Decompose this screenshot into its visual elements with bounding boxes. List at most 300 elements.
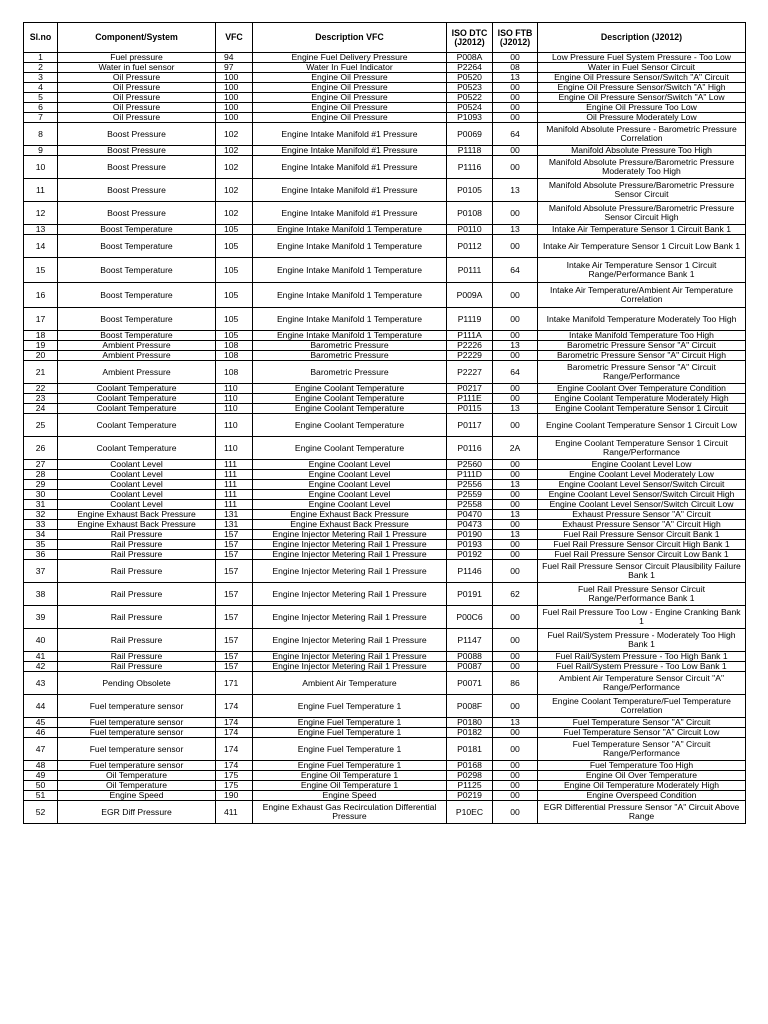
cell-description-j2012: Engine Coolant Level Sensor/Switch Circuit High: [538, 490, 746, 500]
cell-iso-dtc: P0191: [447, 583, 493, 606]
cell-slno: 28: [24, 470, 58, 480]
cell-vfc: 108: [216, 361, 253, 384]
cell-description-vfc: Engine Fuel Delivery Pressure: [253, 53, 447, 63]
table-row: [24, 103, 746, 113]
cell-description-j2012: Fuel Rail Pressure Sensor Circuit Low Bank 1: [538, 550, 746, 560]
cell-slno: 34: [24, 530, 58, 540]
cell-description-vfc: Engine Coolant Temperature: [253, 404, 447, 414]
cell-component: Oil Pressure: [58, 83, 216, 93]
cell-slno: 50: [24, 781, 58, 791]
cell-description-vfc: Engine Injector Metering Rail 1 Pressure: [253, 662, 447, 672]
cell-vfc: 411: [216, 801, 253, 824]
cell-component: Fuel temperature sensor: [58, 761, 216, 771]
cell-vfc: 157: [216, 606, 253, 629]
cell-description-j2012: Engine Coolant Temperature/Fuel Temperature Correlation: [538, 695, 746, 718]
cell-component: Fuel temperature sensor: [58, 695, 216, 718]
cell-iso-ftb: 64: [493, 123, 538, 146]
header-iso-ftb: ISO FTB (J2012): [493, 23, 538, 53]
cell-iso-dtc: P0523: [447, 83, 493, 93]
cell-component: Rail Pressure: [58, 662, 216, 672]
cell-slno: 37: [24, 560, 58, 583]
cell-iso-ftb: 00: [493, 520, 538, 530]
table-row: [24, 361, 746, 384]
cell-description-vfc: Engine Coolant Level: [253, 490, 447, 500]
cell-component: Boost Temperature: [58, 283, 216, 308]
cell-description-vfc: Engine Fuel Temperature 1: [253, 695, 447, 718]
table-row: [24, 384, 746, 394]
cell-slno: 31: [24, 500, 58, 510]
cell-slno: 35: [24, 540, 58, 550]
cell-slno: 15: [24, 258, 58, 283]
cell-vfc: 94: [216, 53, 253, 63]
table-row: [24, 761, 746, 771]
cell-description-j2012: Engine Coolant Temperature Sensor 1 Circuit Range/Performance: [538, 437, 746, 460]
cell-component: Engine Exhaust Back Pressure: [58, 520, 216, 530]
table-body: [24, 53, 746, 824]
cell-iso-dtc: P2558: [447, 500, 493, 510]
cell-description-vfc: Engine Oil Pressure: [253, 83, 447, 93]
table-row: [24, 500, 746, 510]
cell-slno: 18: [24, 331, 58, 341]
cell-description-vfc: Engine Injector Metering Rail 1 Pressure: [253, 540, 447, 550]
cell-iso-ftb: 00: [493, 156, 538, 179]
cell-vfc: 102: [216, 202, 253, 225]
cell-slno: 26: [24, 437, 58, 460]
cell-slno: 3: [24, 73, 58, 83]
table-row: [24, 540, 746, 550]
table-row: [24, 606, 746, 629]
cell-iso-dtc: P1147: [447, 629, 493, 652]
table-row: [24, 480, 746, 490]
cell-iso-ftb: 00: [493, 351, 538, 361]
cell-iso-ftb: 00: [493, 283, 538, 308]
cell-iso-ftb: 00: [493, 490, 538, 500]
table-row: [24, 652, 746, 662]
cell-vfc: 102: [216, 179, 253, 202]
cell-vfc: 110: [216, 404, 253, 414]
cell-iso-ftb: 00: [493, 606, 538, 629]
cell-slno: 25: [24, 414, 58, 437]
cell-component: Oil Pressure: [58, 93, 216, 103]
cell-description-vfc: Engine Intake Manifold 1 Temperature: [253, 235, 447, 258]
cell-component: Fuel temperature sensor: [58, 728, 216, 738]
cell-component: Boost Temperature: [58, 308, 216, 331]
cell-iso-dtc: P1119: [447, 308, 493, 331]
table-row: [24, 83, 746, 93]
cell-vfc: 97: [216, 63, 253, 73]
cell-vfc: 110: [216, 394, 253, 404]
cell-description-vfc: Engine Oil Temperature 1: [253, 771, 447, 781]
cell-iso-ftb: 00: [493, 771, 538, 781]
cell-slno: 39: [24, 606, 58, 629]
cell-component: Ambient Pressure: [58, 361, 216, 384]
cell-slno: 12: [24, 202, 58, 225]
table-row: [24, 771, 746, 781]
cell-description-vfc: Engine Injector Metering Rail 1 Pressure: [253, 629, 447, 652]
cell-description-j2012: Exhaust Pressure Sensor "A" Circuit: [538, 510, 746, 520]
cell-vfc: 157: [216, 629, 253, 652]
table-row: [24, 490, 746, 500]
cell-description-vfc: Engine Coolant Temperature: [253, 414, 447, 437]
table-row: [24, 510, 746, 520]
cell-vfc: 102: [216, 156, 253, 179]
cell-iso-ftb: 00: [493, 235, 538, 258]
cell-slno: 16: [24, 283, 58, 308]
cell-component: Rail Pressure: [58, 540, 216, 550]
cell-vfc: 174: [216, 718, 253, 728]
cell-iso-dtc: P008F: [447, 695, 493, 718]
table-row: [24, 550, 746, 560]
cell-iso-dtc: P0181: [447, 738, 493, 761]
cell-component: Rail Pressure: [58, 606, 216, 629]
cell-iso-ftb: 00: [493, 53, 538, 63]
cell-slno: 44: [24, 695, 58, 718]
cell-iso-dtc: P0180: [447, 718, 493, 728]
cell-iso-ftb: 64: [493, 361, 538, 384]
cell-vfc: 175: [216, 781, 253, 791]
cell-iso-ftb: 00: [493, 695, 538, 718]
cell-iso-ftb: 86: [493, 672, 538, 695]
cell-slno: 51: [24, 791, 58, 801]
cell-component: Rail Pressure: [58, 629, 216, 652]
cell-slno: 20: [24, 351, 58, 361]
cell-component: Oil Pressure: [58, 103, 216, 113]
table-row: [24, 520, 746, 530]
cell-iso-ftb: 13: [493, 480, 538, 490]
cell-vfc: 111: [216, 480, 253, 490]
cell-description-vfc: Engine Fuel Temperature 1: [253, 738, 447, 761]
cell-description-vfc: Engine Exhaust Back Pressure: [253, 510, 447, 520]
cell-vfc: 100: [216, 83, 253, 93]
cell-description-j2012: Manifold Absolute Pressure/Barometric Pressure Sensor Circuit: [538, 179, 746, 202]
cell-iso-dtc: P0193: [447, 540, 493, 550]
cell-component: Coolant Level: [58, 490, 216, 500]
cell-component: Coolant Temperature: [58, 394, 216, 404]
table-row: [24, 235, 746, 258]
table-row: [24, 331, 746, 341]
cell-description-j2012: Intake Manifold Temperature Too High: [538, 331, 746, 341]
cell-slno: 9: [24, 146, 58, 156]
table-row: [24, 308, 746, 331]
cell-iso-dtc: P2264: [447, 63, 493, 73]
cell-vfc: 110: [216, 414, 253, 437]
cell-vfc: 174: [216, 761, 253, 771]
cell-description-j2012: Fuel Rail Pressure Sensor Circuit Plausibility Failure Bank 1: [538, 560, 746, 583]
cell-description-j2012: Manifold Absolute Pressure Too High: [538, 146, 746, 156]
cell-iso-dtc: P0116: [447, 437, 493, 460]
table-row: [24, 470, 746, 480]
cell-description-vfc: Engine Oil Pressure: [253, 103, 447, 113]
cell-description-j2012: Engine Coolant Level Low: [538, 460, 746, 470]
cell-iso-dtc: P0219: [447, 791, 493, 801]
table-row: [24, 728, 746, 738]
cell-description-j2012: Engine Oil Temperature Moderately High: [538, 781, 746, 791]
cell-slno: 2: [24, 63, 58, 73]
table-row: [24, 662, 746, 672]
table-row: [24, 437, 746, 460]
cell-description-j2012: Manifold Absolute Pressure - Barometric Pressure Correlation: [538, 123, 746, 146]
cell-iso-dtc: P0182: [447, 728, 493, 738]
table-row: [24, 530, 746, 540]
cell-vfc: 131: [216, 510, 253, 520]
cell-description-vfc: Engine Fuel Temperature 1: [253, 718, 447, 728]
cell-component: EGR Diff Pressure: [58, 801, 216, 824]
cell-iso-ftb: 00: [493, 550, 538, 560]
cell-description-j2012: Fuel Rail Pressure Sensor Circuit Bank 1: [538, 530, 746, 540]
cell-vfc: 174: [216, 728, 253, 738]
cell-slno: 17: [24, 308, 58, 331]
cell-description-vfc: Engine Intake Manifold #1 Pressure: [253, 146, 447, 156]
cell-iso-ftb: 00: [493, 394, 538, 404]
cell-description-j2012: Engine Coolant Temperature Sensor 1 Circuit Low: [538, 414, 746, 437]
table-row: [24, 738, 746, 761]
cell-description-j2012: Fuel Rail/System Pressure - Moderately Too High Bank 1: [538, 629, 746, 652]
table-row: [24, 341, 746, 351]
cell-iso-dtc: P0112: [447, 235, 493, 258]
cell-component: Fuel temperature sensor: [58, 738, 216, 761]
table-row: [24, 258, 746, 283]
cell-component: Boost Temperature: [58, 331, 216, 341]
cell-description-vfc: Engine Intake Manifold #1 Pressure: [253, 123, 447, 146]
cell-slno: 29: [24, 480, 58, 490]
cell-description-j2012: Engine Oil Over Temperature: [538, 771, 746, 781]
cell-component: Rail Pressure: [58, 583, 216, 606]
cell-description-vfc: Engine Fuel Temperature 1: [253, 728, 447, 738]
cell-description-j2012: Exhaust Pressure Sensor "A" Circuit High: [538, 520, 746, 530]
cell-slno: 23: [24, 394, 58, 404]
cell-iso-ftb: 13: [493, 510, 538, 520]
table-row: [24, 404, 746, 414]
cell-iso-dtc: P0190: [447, 530, 493, 540]
cell-vfc: 108: [216, 341, 253, 351]
cell-description-vfc: Engine Injector Metering Rail 1 Pressure: [253, 583, 447, 606]
cell-slno: 46: [24, 728, 58, 738]
table-row: [24, 351, 746, 361]
cell-vfc: 111: [216, 490, 253, 500]
cell-description-j2012: Fuel Temperature Too High: [538, 761, 746, 771]
cell-iso-dtc: P0088: [447, 652, 493, 662]
cell-description-vfc: Engine Coolant Level: [253, 500, 447, 510]
cell-vfc: 105: [216, 331, 253, 341]
cell-iso-dtc: P111E: [447, 394, 493, 404]
cell-slno: 8: [24, 123, 58, 146]
cell-description-j2012: Engine Coolant Temperature Moderately High: [538, 394, 746, 404]
header-component: Component/System: [58, 23, 216, 53]
cell-vfc: 174: [216, 695, 253, 718]
cell-description-j2012: Manifold Absolute Pressure/Barometric Pressure Sensor Circuit High: [538, 202, 746, 225]
cell-description-j2012: Fuel Rail Pressure Too Low - Engine Cranking Bank 1: [538, 606, 746, 629]
cell-vfc: 110: [216, 437, 253, 460]
cell-iso-dtc: P0111: [447, 258, 493, 283]
cell-slno: 36: [24, 550, 58, 560]
cell-description-j2012: Intake Air Temperature Sensor 1 Circuit Range/Performance Bank 1: [538, 258, 746, 283]
cell-iso-dtc: P2556: [447, 480, 493, 490]
table-row: [24, 146, 746, 156]
cell-component: Coolant Temperature: [58, 414, 216, 437]
cell-iso-ftb: 00: [493, 629, 538, 652]
cell-component: Coolant Temperature: [58, 384, 216, 394]
table-row: [24, 801, 746, 824]
table-row: [24, 672, 746, 695]
cell-iso-dtc: P0298: [447, 771, 493, 781]
cell-iso-dtc: P0520: [447, 73, 493, 83]
cell-description-vfc: Engine Intake Manifold #1 Pressure: [253, 156, 447, 179]
dtc-table-sheet: [23, 22, 745, 824]
cell-iso-ftb: 00: [493, 146, 538, 156]
cell-description-vfc: Engine Fuel Temperature 1: [253, 761, 447, 771]
cell-component: Coolant Level: [58, 480, 216, 490]
table-row: [24, 283, 746, 308]
cell-component: Fuel pressure: [58, 53, 216, 63]
header-iso-dtc: ISO DTC (J2012): [447, 23, 493, 53]
cell-component: Engine Exhaust Back Pressure: [58, 510, 216, 520]
cell-vfc: 131: [216, 520, 253, 530]
cell-vfc: 175: [216, 771, 253, 781]
cell-vfc: 111: [216, 470, 253, 480]
cell-component: Oil Temperature: [58, 771, 216, 781]
cell-vfc: 157: [216, 530, 253, 540]
cell-vfc: 190: [216, 791, 253, 801]
cell-slno: 14: [24, 235, 58, 258]
cell-iso-ftb: 00: [493, 500, 538, 510]
cell-description-j2012: Fuel Rail Pressure Sensor Circuit Range/Performance Bank 1: [538, 583, 746, 606]
cell-description-vfc: Engine Coolant Temperature: [253, 437, 447, 460]
cell-slno: 43: [24, 672, 58, 695]
cell-slno: 47: [24, 738, 58, 761]
cell-slno: 42: [24, 662, 58, 672]
cell-component: Oil Pressure: [58, 73, 216, 83]
dtc-table: [23, 22, 746, 824]
cell-description-j2012: Intake Air Temperature Sensor 1 Circuit Low Bank 1: [538, 235, 746, 258]
cell-iso-ftb: 00: [493, 103, 538, 113]
cell-description-vfc: Engine Injector Metering Rail 1 Pressure: [253, 652, 447, 662]
cell-iso-dtc: P00C6: [447, 606, 493, 629]
cell-iso-dtc: P0087: [447, 662, 493, 672]
cell-component: Boost Pressure: [58, 156, 216, 179]
cell-slno: 45: [24, 718, 58, 728]
cell-iso-ftb: 13: [493, 404, 538, 414]
cell-description-j2012: Intake Air Temperature Sensor 1 Circuit Bank 1: [538, 225, 746, 235]
cell-iso-dtc: P0470: [447, 510, 493, 520]
cell-iso-ftb: 13: [493, 225, 538, 235]
table-row: [24, 53, 746, 63]
cell-description-vfc: Engine Intake Manifold #1 Pressure: [253, 179, 447, 202]
cell-component: Rail Pressure: [58, 530, 216, 540]
cell-slno: 22: [24, 384, 58, 394]
table-row: [24, 629, 746, 652]
cell-iso-ftb: 00: [493, 761, 538, 771]
cell-component: Boost Temperature: [58, 225, 216, 235]
cell-component: Boost Pressure: [58, 123, 216, 146]
cell-slno: 21: [24, 361, 58, 384]
cell-iso-ftb: 62: [493, 583, 538, 606]
cell-iso-ftb: 00: [493, 738, 538, 761]
cell-vfc: 105: [216, 283, 253, 308]
cell-iso-dtc: P0105: [447, 179, 493, 202]
cell-description-j2012: Engine Coolant Level Sensor/Switch Circuit: [538, 480, 746, 490]
cell-component: Boost Pressure: [58, 179, 216, 202]
cell-slno: 30: [24, 490, 58, 500]
cell-iso-ftb: 00: [493, 331, 538, 341]
cell-slno: 33: [24, 520, 58, 530]
cell-description-vfc: Engine Oil Pressure: [253, 113, 447, 123]
cell-description-j2012: Engine Overspeed Condition: [538, 791, 746, 801]
cell-description-j2012: Engine Coolant Temperature Sensor 1 Circuit: [538, 404, 746, 414]
cell-iso-ftb: 00: [493, 791, 538, 801]
cell-iso-dtc: P1093: [447, 113, 493, 123]
cell-description-vfc: Water In Fuel Indicator: [253, 63, 447, 73]
cell-iso-dtc: P0115: [447, 404, 493, 414]
cell-description-j2012: Intake Air Temperature/Ambient Air Temperature Correlation: [538, 283, 746, 308]
header-row: [24, 23, 746, 53]
cell-iso-dtc: P009A: [447, 283, 493, 308]
cell-description-j2012: Manifold Absolute Pressure/Barometric Pressure Moderately Too High: [538, 156, 746, 179]
cell-description-j2012: Barometric Pressure Sensor "A" Circuit High: [538, 351, 746, 361]
cell-iso-dtc: P1146: [447, 560, 493, 583]
table-row: [24, 63, 746, 73]
cell-iso-dtc: P1118: [447, 146, 493, 156]
cell-description-j2012: Intake Manifold Temperature Moderately Too High: [538, 308, 746, 331]
cell-description-j2012: Barometric Pressure Sensor "A" Circuit Range/Performance: [538, 361, 746, 384]
cell-slno: 40: [24, 629, 58, 652]
cell-component: Boost Temperature: [58, 235, 216, 258]
cell-description-j2012: Oil Pressure Moderately Low: [538, 113, 746, 123]
cell-component: Coolant Level: [58, 470, 216, 480]
cell-vfc: 100: [216, 73, 253, 83]
cell-description-vfc: Engine Intake Manifold 1 Temperature: [253, 331, 447, 341]
cell-component: Engine Speed: [58, 791, 216, 801]
table-row: [24, 718, 746, 728]
cell-description-vfc: Engine Coolant Level: [253, 460, 447, 470]
cell-description-vfc: Engine Coolant Temperature: [253, 394, 447, 404]
table-row: [24, 583, 746, 606]
table-row: [24, 113, 746, 123]
cell-slno: 19: [24, 341, 58, 351]
cell-description-j2012: Fuel Temperature Sensor "A" Circuit Low: [538, 728, 746, 738]
header-vfc: VFC: [216, 23, 253, 53]
cell-description-vfc: Engine Speed: [253, 791, 447, 801]
table-row: [24, 202, 746, 225]
cell-vfc: 111: [216, 500, 253, 510]
cell-iso-ftb: 08: [493, 63, 538, 73]
cell-description-vfc: Ambient Air Temperature: [253, 672, 447, 695]
cell-vfc: 157: [216, 662, 253, 672]
cell-component: Oil Pressure: [58, 113, 216, 123]
cell-description-j2012: Low Pressure Fuel System Pressure - Too Low: [538, 53, 746, 63]
cell-iso-ftb: 13: [493, 73, 538, 83]
cell-description-vfc: Engine Oil Pressure: [253, 73, 447, 83]
table-row: [24, 560, 746, 583]
cell-slno: 27: [24, 460, 58, 470]
cell-component: Ambient Pressure: [58, 341, 216, 351]
cell-iso-dtc: P0522: [447, 93, 493, 103]
cell-component: Boost Temperature: [58, 258, 216, 283]
cell-description-vfc: Engine Coolant Temperature: [253, 384, 447, 394]
cell-vfc: 157: [216, 540, 253, 550]
cell-component: Coolant Level: [58, 500, 216, 510]
cell-description-vfc: Engine Coolant Level: [253, 470, 447, 480]
cell-vfc: 100: [216, 103, 253, 113]
cell-iso-dtc: P10EC: [447, 801, 493, 824]
header-description-vfc: Description VFC: [253, 23, 447, 53]
cell-component: Boost Pressure: [58, 202, 216, 225]
cell-description-j2012: Engine Coolant Level Moderately Low: [538, 470, 746, 480]
cell-iso-ftb: 13: [493, 718, 538, 728]
cell-iso-ftb: 13: [493, 179, 538, 202]
cell-component: Coolant Temperature: [58, 437, 216, 460]
cell-vfc: 108: [216, 351, 253, 361]
cell-component: Water in fuel sensor: [58, 63, 216, 73]
